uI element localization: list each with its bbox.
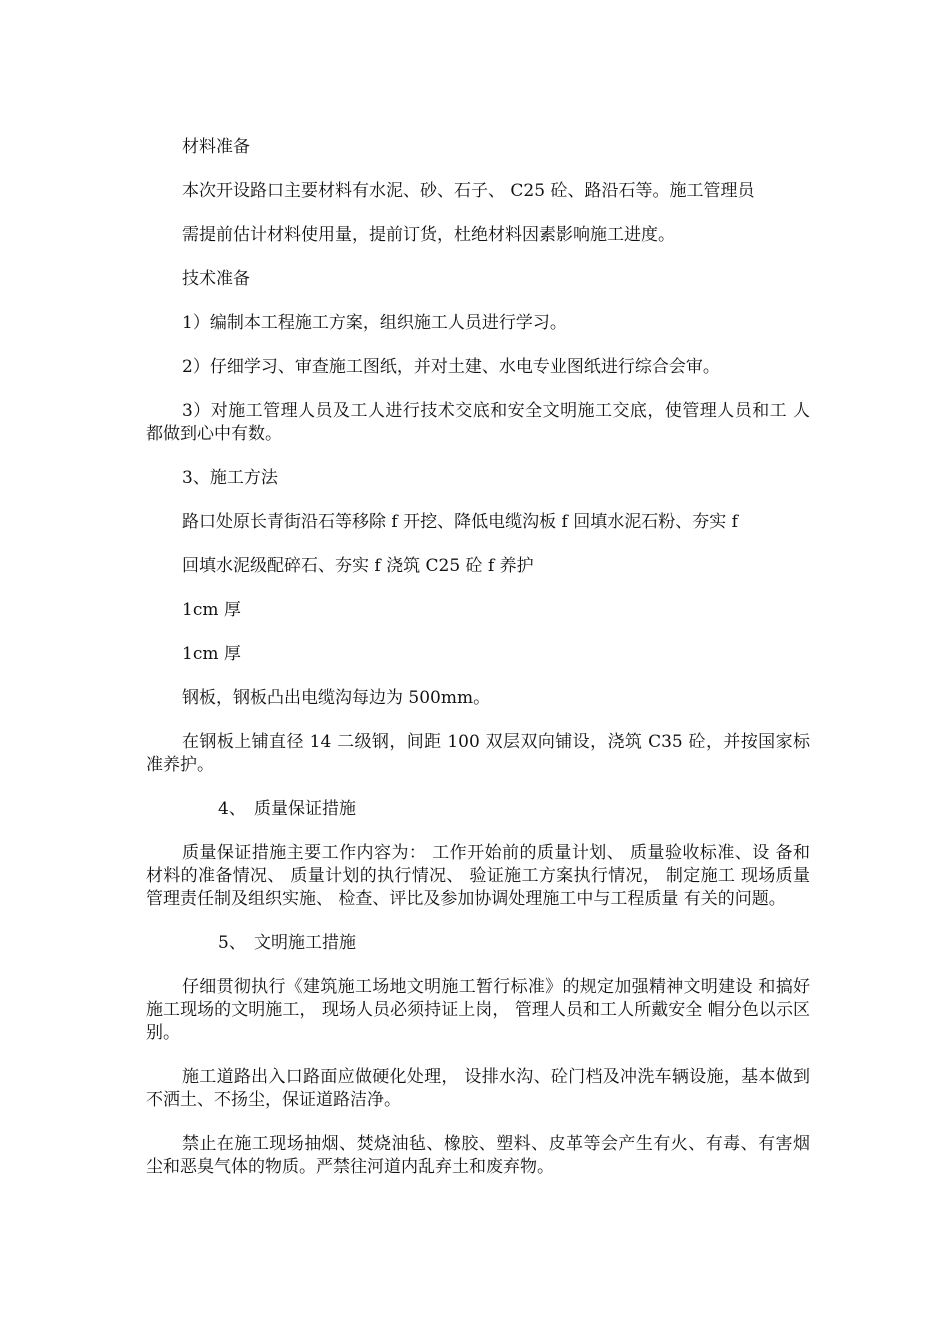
paragraph-materials-heading: 材料准备: [182, 137, 250, 157]
paragraph-method-step-1: 路口处原长青街沿石等移除 f 开挖、降低电缆沟板 f 回填水泥石粉、夯实 f: [182, 512, 738, 532]
section-5-number: 5、: [218, 933, 246, 953]
paragraph-construction-method-heading: 3、施工方法: [182, 468, 278, 488]
paragraph-quality-measures: 质量保证措施主要工作内容为： 工作开始前的质量计划、 质量验收标准、设 备和材料的准备情况、 质量计划的执行情况、 验证施工方案执行情况， 制定施工 现场质量管理责任制及组织实施、 检查、评比及参加协调处理施工中与工程质量 有关的问题。: [146, 843, 810, 909]
paragraph-technical-item-1: 1）编制本工程施工方案，组织施工人员进行学习。: [182, 313, 567, 333]
paragraph-technical-item-3: 3）对施工管理人员及工人进行技术交底和安全文明施工交底，使管理人员和工 人都做到心中有数。: [146, 401, 810, 444]
paragraph-rebar: 在钢板上铺直径 14 二级钢，间距 100 双层双向铺设，浇筑 C35 砼，并按国家标准养护。: [146, 732, 810, 775]
paragraph-materials-order: 需提前估计材料使用量，提前订货，杜绝材料因素影响施工进度。: [182, 225, 675, 245]
paragraph-steel-plate: 钢板，钢板凸出电缆沟每边为 500mm。: [182, 688, 491, 708]
paragraph-materials-list: 本次开设路口主要材料有水泥、砂、石子、 C25 砼、路沿石等。施工管理员: [182, 181, 755, 201]
paragraph-thickness-1: 1cm 厚: [182, 600, 241, 620]
paragraph-civilized-construction-3: 禁止在施工现场抽烟、焚烧油毡、橡胶、塑料、皮革等会产生有火、有毒、有害烟尘和恶臭气体的物质。严禁往河道内乱弃土和废弃物。: [146, 1134, 810, 1177]
paragraph-civilized-construction-2: 施工道路出入口路面应做硬化处理， 设排水沟、砼门档及冲洗车辆设施，基本做到不洒土、不扬尘，保证道路洁净。: [146, 1067, 810, 1110]
section-5-title: 文明施工措施: [254, 933, 356, 953]
section-5-heading: [146, 932, 810, 955]
paragraph-technical-item-2: 2）仔细学习、审查施工图纸，并对土建、水电专业图纸进行综合会审。: [182, 357, 720, 377]
section-4-title: 质量保证措施: [254, 799, 356, 819]
document-body: [146, 136, 810, 1200]
paragraph-technical-heading: 技术准备: [182, 269, 250, 289]
paragraph-thickness-2: 1cm 厚: [182, 644, 241, 664]
paragraph-civilized-construction-1: 仔细贯彻执行《建筑施工场地文明施工暂行标准》的规定加强精神文明建设 和搞好施工现场的文明施工， 现场人员必须持证上岗， 管理人员和工人所戴安全 帽分色以示区别。: [146, 977, 810, 1043]
section-4-heading: [146, 798, 810, 821]
paragraph-method-step-2: 回填水泥级配碎石、夯实 f 浇筑 C25 砼 f 养护: [182, 556, 534, 576]
section-4-number: 4、: [218, 799, 246, 819]
